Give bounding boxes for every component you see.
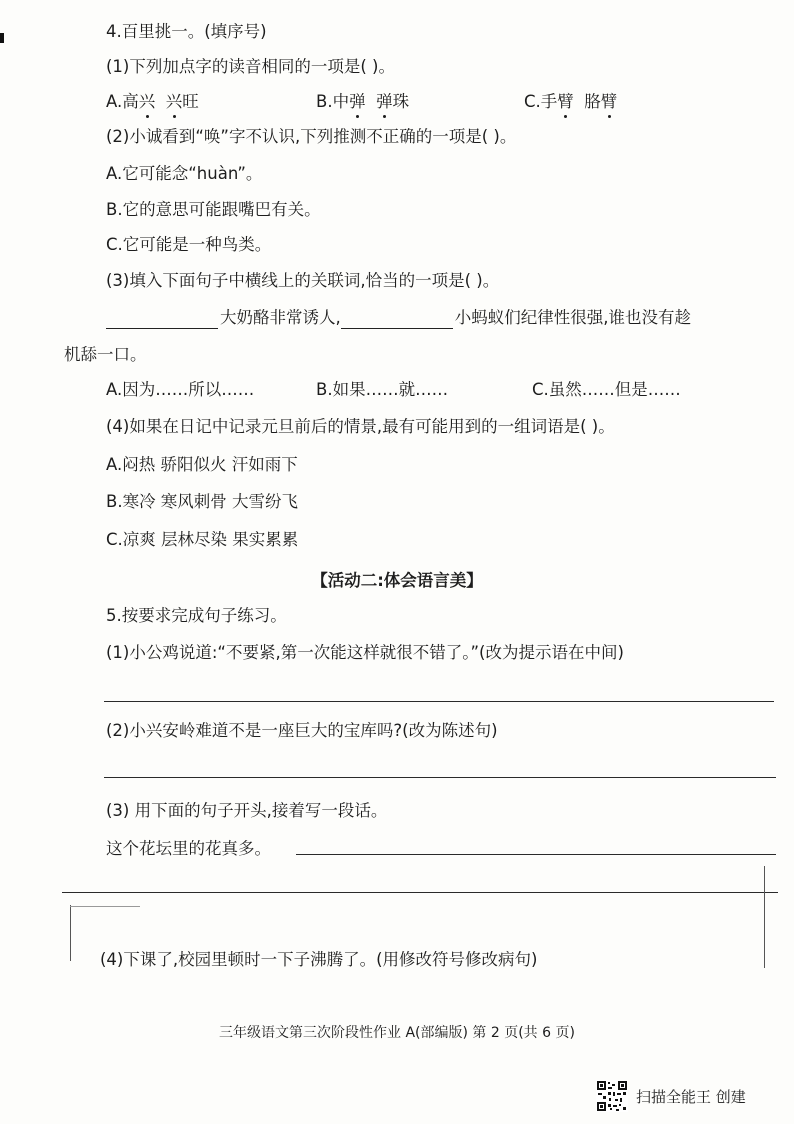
option-label: C. xyxy=(524,92,541,111)
scanner-watermark xyxy=(596,1080,746,1112)
q4-4-option-b[interactable]: B.寒冷 寒风刺骨 大雪纷飞 xyxy=(106,492,299,511)
q4-3-option-b[interactable]: B.如果……就…… xyxy=(316,380,449,399)
dotted-char: 兴 xyxy=(138,92,156,111)
q4-2-option-b[interactable]: B.它的意思可能跟嘴巴有关。 xyxy=(106,200,321,219)
q4-3-option-c[interactable]: C.虽然……但是…… xyxy=(532,380,681,399)
q4-2-option-a[interactable]: A.它可能念“huàn”。 xyxy=(106,164,263,183)
dotted-char: 臂 xyxy=(600,92,618,111)
option-char: 中 xyxy=(332,92,350,111)
q5-3-stem: (3) 用下面的句子开头,接着写一段话。 xyxy=(106,801,388,820)
option-char: 手 xyxy=(540,92,558,111)
activity-title: 【活动二:体会语言美】 xyxy=(311,571,483,590)
q5-title: 5.按要求完成句子练习。 xyxy=(106,606,287,625)
answer-line-2[interactable] xyxy=(104,777,776,778)
q4-3-sentence xyxy=(106,307,691,329)
frame-left xyxy=(70,905,71,961)
q4-3-option-a[interactable]: A.因为……所以…… xyxy=(106,380,255,399)
dotted-char: 弹 xyxy=(376,92,393,111)
dotted-char: 兴 xyxy=(165,92,183,111)
dotted-char: 臂 xyxy=(557,92,574,111)
answer-line-1[interactable] xyxy=(104,701,774,702)
option-char: 胳 xyxy=(584,92,601,111)
q4-3-sentence-cont: 机舔一口。 xyxy=(64,345,147,364)
q4-3-stem: (3)填入下面句子中横线上的关联词,恰当的一项是( )。 xyxy=(106,271,500,290)
option-char: 高 xyxy=(122,92,139,111)
option-char: 珠 xyxy=(392,92,410,111)
dotted-char: 弹 xyxy=(349,92,366,111)
q4-1-stem: (1)下列加点字的读音相同的一项是( )。 xyxy=(106,57,395,76)
answer-line-3[interactable] xyxy=(296,854,776,855)
q5-2-stem: (2)小兴安岭难道不是一座巨大的宝库吗?(改为陈述句) xyxy=(106,721,498,740)
q4-title: 4.百里挑一。(填序号) xyxy=(106,22,267,41)
option-label: B. xyxy=(316,92,333,111)
page-footer: 三年级语文第三次阶段性作业 A(部编版) 第 2 页(共 6 页) xyxy=(219,1025,575,1041)
edge-mark xyxy=(0,33,4,43)
sentence-part: 小蚂蚁们纪律性很强,谁也没有趁 xyxy=(454,308,691,327)
option-label: A. xyxy=(106,92,123,111)
answer-line-4[interactable] xyxy=(62,892,778,893)
q4-1-option-a[interactable] xyxy=(106,91,199,113)
q4-4-option-a[interactable]: A.闷热 骄阳似火 汗如雨下 xyxy=(106,455,298,474)
q4-2-stem: (2)小诚看到“唤”字不认识,下列推测不正确的一项是( )。 xyxy=(106,127,517,146)
qr-code-icon xyxy=(596,1080,628,1112)
frame-right xyxy=(764,866,765,968)
q5-1-stem: (1)小公鸡说道:“不要紧,第一次能这样就很不错了。”(改为提示语在中间) xyxy=(106,643,624,662)
q4-1-option-c[interactable] xyxy=(524,91,617,113)
q4-1-option-b[interactable] xyxy=(316,91,409,113)
sentence-part: 大奶酪非常诱人, xyxy=(220,308,341,327)
q5-3-start: 这个花坛里的花真多。 xyxy=(106,839,271,858)
scanner-text: 扫描全能王 创建 xyxy=(636,1087,746,1106)
q5-4-stem: (4)下课了,校园里顿时一下子沸腾了。(用修改符号修改病句) xyxy=(100,950,538,969)
q4-4-option-c[interactable]: C.凉爽 层林尽染 果实累累 xyxy=(106,530,299,549)
blank-1[interactable] xyxy=(106,312,218,329)
blank-2[interactable] xyxy=(341,312,453,329)
q4-2-option-c[interactable]: C.它可能是一种鸟类。 xyxy=(106,235,272,254)
frame-top-mark xyxy=(70,906,140,907)
option-char: 旺 xyxy=(182,92,199,111)
q4-4-stem: (4)如果在日记中记录元旦前后的情景,最有可能用到的一组词语是( )。 xyxy=(106,417,615,436)
